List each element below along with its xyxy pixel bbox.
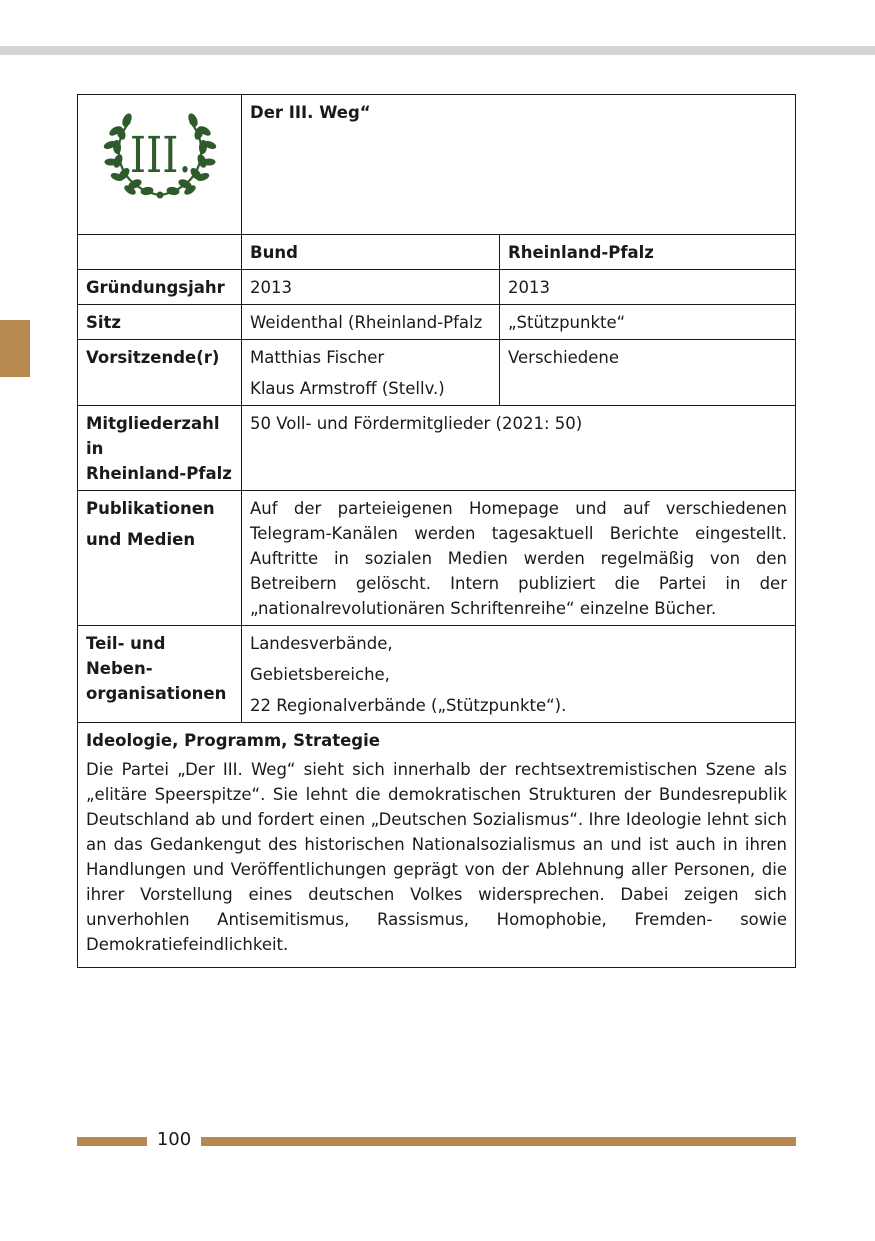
label-members: Mitgliederzahl in Rheinland-Pfalz [78, 406, 242, 491]
ideology-text: Die Partei „Der III. Weg“ sieht sich innerhalb der rechtsextremistischen Szene als „elitäre Speerspitze“. Sie lehnt die demokratischen Strukturen der Bundesrepublik Deutschland ab und fordert einen „Deutschen Sozialismus“. Ihre Ideologie lehnt sich an das Gedankengut des historischen Nationalsozialismus an und ist auch in ihren Handlungen und Veröffentlichungen geprägt von der Ablehnung aller Personen, die ihrer Vorstellung eines deutschen Volkes widersprechen. Dabei zeigen sich unverhohlen Antisemitismus, Rassismus, Homophobie, Fremden- sowie Demokratiefeindlichkeit. [86, 760, 787, 954]
ideology-cell [78, 723, 796, 968]
row-founding-year [78, 270, 796, 305]
column-header-federal: Bund [242, 235, 500, 270]
chair-state: Verschiedene [500, 340, 796, 406]
header-row [78, 95, 796, 235]
members-value: 50 Voll- und Fördermitglieder (2021: 50) [242, 406, 796, 491]
chair-federal [242, 340, 500, 406]
seat-state: „Stützpunkte“ [500, 305, 796, 340]
column-header-state: Rheinland-Pfalz [500, 235, 796, 270]
party-name: Der III. Weg“ [242, 95, 796, 235]
row-seat [78, 305, 796, 340]
chair-deputy-name: Klaus Armstroff (Stellv.) [250, 379, 445, 398]
row-members [78, 406, 796, 491]
logo-cell [78, 95, 242, 235]
seat-federal: Weidenthal (Rheinland-Pfalz [242, 305, 500, 340]
label-chair: Vorsitzende(r) [78, 340, 242, 406]
empty-header-cell [78, 235, 242, 270]
top-gray-bar [0, 46, 875, 55]
label-founding-year: Gründungsjahr [78, 270, 242, 305]
footer-bar-left [77, 1137, 147, 1146]
logo-numeral: III. [129, 126, 191, 185]
chapter-tab-marker [0, 320, 30, 377]
founding-year-federal: 2013 [242, 270, 500, 305]
chair-name: Matthias Fischer [250, 348, 385, 367]
list-item: 22 Regionalverbände („Stützpunkte“). [250, 696, 567, 715]
row-publications [78, 491, 796, 626]
label-publications: Publikationen und Medien [78, 491, 242, 626]
publications-value: Auf der parteieigenen Homepage und auf verschiedenen Telegram-Kanälen werden tagesaktuell Berichte eingestellt. Auftritte in sozialen Medien werden regelmäßig von den Betreibern gelöscht. Intern publiziert die Partei in der „nationalrevolutionären Schriftenreihe“ einzelne Bücher. [242, 491, 796, 626]
ideology-heading: Ideologie, Programm, Strategie [86, 731, 380, 750]
row-ideology [78, 723, 796, 968]
list-item: Landesverbände, [250, 634, 393, 653]
label-seat: Sitz [78, 305, 242, 340]
footer-bar-right [201, 1137, 796, 1146]
label-suborganisations: Teil- und Neben- organisationen [78, 626, 242, 723]
column-header-row [78, 235, 796, 270]
party-profile-table [77, 94, 796, 968]
founding-year-state: 2013 [500, 270, 796, 305]
row-chair [78, 340, 796, 406]
page-number: 100 [156, 1129, 192, 1150]
list-item: Gebietsbereiche, [250, 665, 390, 684]
party-logo-wreath-icon [100, 100, 220, 200]
suborganisations-list [242, 626, 796, 723]
row-suborganisations [78, 626, 796, 723]
